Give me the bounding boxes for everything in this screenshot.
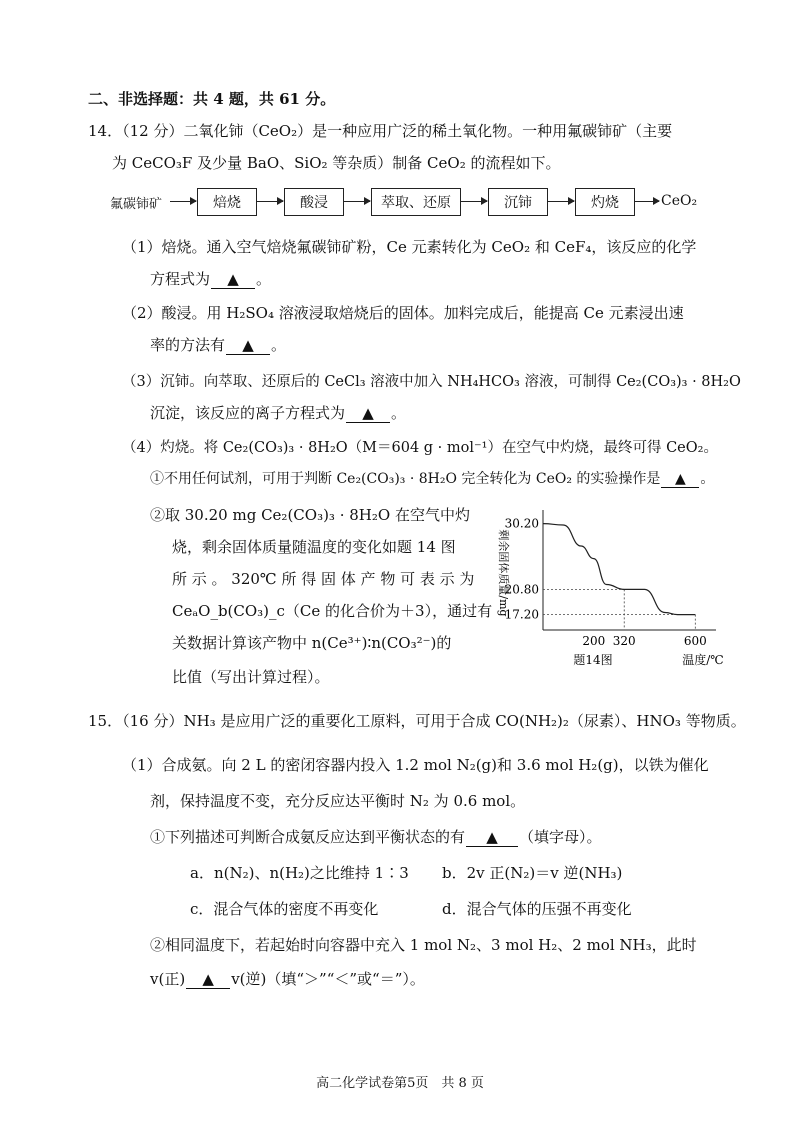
v-forward: v(正) bbox=[150, 970, 186, 988]
answer-blank[interactable]: ▲ bbox=[226, 336, 270, 355]
q14-sub2-line: 所 示 。 320℃ 所 得 固 体 产 物 可 表 示 为 bbox=[172, 570, 475, 588]
q15-sub1-text: ①下列描述可判断合成氨反应达到平衡状态的有 bbox=[150, 828, 466, 846]
answer-blank[interactable]: ▲ bbox=[466, 828, 518, 847]
q14-sub2-line: 关数据计算该产物中 n(Ce³⁺)∶n(CO₃²⁻)的 bbox=[172, 634, 452, 652]
q15-score: （16 分） bbox=[122, 712, 184, 730]
q14-part4-line1: （4）灼烧。将 Ce₂(CO₃)₃ · 8H₂O（M＝604 g · mol⁻¹）在空气中灼烧，最终可得 CeO₂。 bbox=[122, 440, 718, 456]
flow-step-precipitate: 沉铈 bbox=[488, 188, 548, 216]
mass-temperature-chart bbox=[488, 505, 724, 675]
x-tick-label: 200 bbox=[582, 634, 606, 648]
y-axis-label: 剩余固体质量/mg bbox=[497, 529, 510, 617]
q15-sub1 bbox=[150, 826, 602, 847]
option-c: c．混合气体的密度不再变化 bbox=[190, 900, 379, 918]
x-tick-label: 320 bbox=[612, 634, 636, 648]
q14-number: 14． bbox=[88, 122, 123, 140]
q14-intro-line2: 为 CeCO₃F 及少量 BaO、SiO₂ 等杂质）制备 CeO₂ 的流程如下。 bbox=[112, 154, 561, 172]
flow-step-extract-reduce: 萃取、还原 bbox=[371, 188, 461, 216]
q14-part3-line2 bbox=[150, 402, 406, 423]
flow-step-acid-leach: 酸浸 bbox=[284, 188, 344, 216]
period: 。 bbox=[256, 270, 272, 288]
q14-sub2-line: 比值（写出计算过程）。 bbox=[172, 668, 330, 686]
answer-blank[interactable]: ▲ bbox=[661, 471, 699, 488]
y-tick-label: 17.20 bbox=[504, 607, 539, 622]
q14-sub2-line: 烧，剩余固体质量随温度的变化如题 14 图 bbox=[172, 538, 456, 556]
q14-part1-line2 bbox=[150, 268, 271, 289]
x-axis-label: 温度/℃ bbox=[682, 653, 724, 667]
q15-intro bbox=[88, 710, 746, 731]
period: 。 bbox=[271, 336, 287, 354]
x-tick-label: 600 bbox=[683, 634, 707, 648]
q15-part1-line2: 剂，保持温度不变，充分反应达平衡时 N₂ 为 0.6 mol。 bbox=[150, 792, 526, 810]
q14-part2-line2 bbox=[150, 334, 286, 355]
q14-part4-sub1 bbox=[150, 468, 714, 488]
v-reverse-text: v(逆)（填“＞”“＜”或“＝”）。 bbox=[231, 970, 425, 988]
q14-part3-line1: （3）沉铈。向萃取、还原后的 CeCl₃ 溶液中加入 NH₄HCO₃ 溶液，可制得 Ce₂(CO₃)₃ · 8H₂O bbox=[122, 374, 741, 390]
q14-sub2-line: ②取 30.20 mg Ce₂(CO₃)₃ · 8H₂O 在空气中灼 bbox=[150, 506, 470, 524]
option-b: b．2v 正(N₂)＝v 逆(NH₃) bbox=[442, 864, 623, 882]
period: 。 bbox=[700, 471, 715, 487]
q14-part2-text: 率的方法有 bbox=[150, 336, 226, 354]
q15-intro-text: NH₃ 是应用广泛的重要化工原料，可用于合成 CO(NH₂)₂（尿素）、HNO₃ 等物质。 bbox=[183, 712, 746, 730]
flow-start-label: 氟碳铈矿 bbox=[110, 197, 163, 212]
q15-sub2-line1: ②相同温度下，若起始时向容器中充入 1 mol N₂、3 mol H₂、2 mol NH₃，此时 bbox=[150, 936, 697, 954]
q14-part1-line1: （1）焙烧。通入空气焙烧氟碳铈矿粉，Ce 元素转化为 CeO₂ 和 CeF₄，该反应的化学 bbox=[122, 238, 697, 256]
flow-arrow bbox=[170, 201, 196, 202]
option-a: a．n(N₂)、n(H₂)之比维持 1∶3 bbox=[190, 864, 409, 882]
q14-part1-text: 方程式为 bbox=[150, 270, 211, 288]
q15-sub1-tail: （填字母）。 bbox=[519, 828, 602, 846]
section-header: 二、非选择题：共 4 题，共 61 分。 bbox=[88, 90, 336, 108]
period: 。 bbox=[391, 404, 407, 422]
q14-score: （12 分） bbox=[122, 122, 184, 140]
q14-part4-sub1-text: ①不用任何试剂，可用于判断 Ce₂(CO₃)₃ · 8H₂O 完全转化为 CeO₂ 的实验操作是 bbox=[150, 471, 661, 487]
flow-arrow bbox=[548, 201, 574, 202]
q15-number: 15． bbox=[88, 712, 123, 730]
y-tick-label: 20.80 bbox=[504, 582, 539, 597]
flow-arrow bbox=[257, 201, 283, 202]
option-d: d．混合气体的压强不再变化 bbox=[442, 900, 632, 918]
answer-blank[interactable]: ▲ bbox=[346, 404, 390, 423]
chart-title: 题14图 bbox=[573, 653, 613, 667]
flow-arrow bbox=[635, 201, 659, 202]
q14-part2-line1: （2）酸浸。用 H₂SO₄ 溶液浸取焙烧后的固体。加料完成后，能提高 Ce 元素浸出速 bbox=[122, 304, 684, 322]
q14-sub2-line: CeₐO_b(CO₃)_c（Ce 的化合价为＋3），通过有 bbox=[172, 602, 493, 620]
flow-arrow bbox=[461, 201, 487, 202]
mass-curve bbox=[543, 524, 695, 615]
y-tick-label: 30.20 bbox=[504, 516, 539, 531]
q14-intro1-text: 二氧化铈（CeO₂）是一种应用广泛的稀土氧化物。一种用氟碳铈矿（主要 bbox=[183, 122, 673, 140]
flow-end-label: CeO₂ bbox=[661, 193, 698, 209]
page-footer: 高二化学试卷第5页 共 8 页 bbox=[316, 1076, 484, 1091]
q15-part1-line1: （1）合成氨。向 2 L 的密闭容器内投入 1.2 mol N₂(g)和 3.6 mol H₂(g)，以铁为催化 bbox=[122, 756, 709, 774]
flow-step-calcine: 灼烧 bbox=[575, 188, 635, 216]
q15-sub2-line2 bbox=[150, 968, 425, 989]
flow-step-roast: 焙烧 bbox=[197, 188, 257, 216]
q14-part3-text: 沉淀，该反应的离子方程式为 bbox=[150, 404, 346, 422]
q14-intro-line1 bbox=[88, 120, 672, 141]
answer-blank[interactable]: ▲ bbox=[211, 270, 255, 289]
answer-blank[interactable]: ▲ bbox=[186, 970, 230, 989]
flow-arrow bbox=[344, 201, 370, 202]
